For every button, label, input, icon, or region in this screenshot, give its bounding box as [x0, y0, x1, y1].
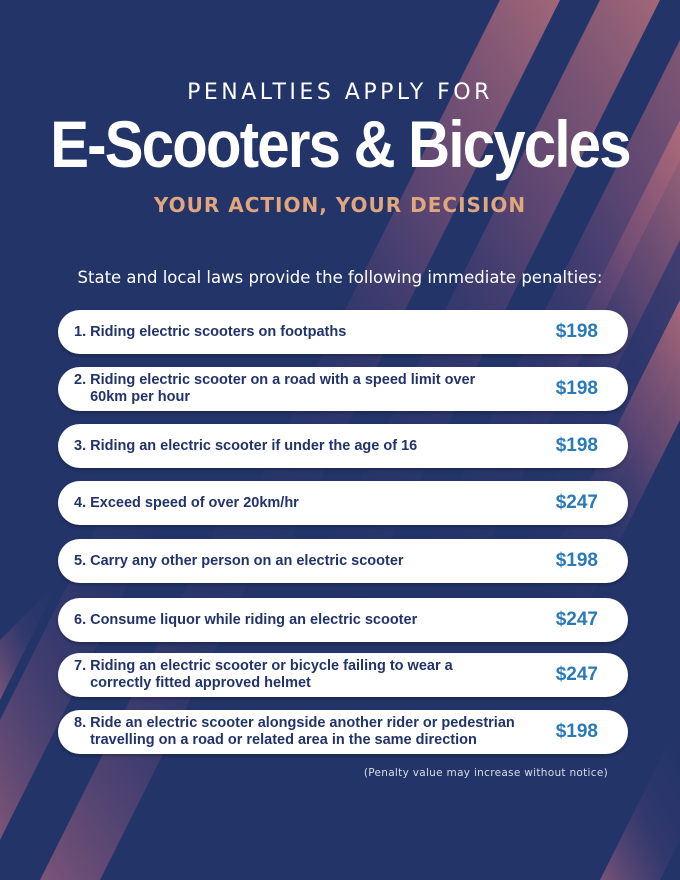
penalty-number: 6.	[74, 611, 87, 628]
penalty-text: Riding an electric scooter or bicycle failing to wear a correctly fitted approved helmet	[90, 658, 453, 691]
penalty-price: $198	[555, 321, 598, 342]
penalty-number: 3.	[74, 437, 87, 454]
penalty-number: 4.	[74, 494, 87, 511]
penalty-price: $247	[555, 492, 598, 513]
penalty-description	[74, 367, 514, 411]
page-title: E-Scooters & Bicycles	[50, 107, 630, 181]
penalty-price: $198	[555, 435, 598, 456]
penalty-row	[58, 367, 628, 411]
penalty-row	[58, 653, 628, 697]
penalty-price: $198	[555, 721, 598, 742]
penalty-row	[58, 481, 628, 525]
penalty-number: 7.	[74, 658, 87, 674]
penalty-price: $247	[555, 609, 598, 630]
penalty-description	[74, 710, 544, 754]
penalty-description	[74, 310, 514, 354]
penalty-text: Riding an electric scooter if under the age of 16	[90, 437, 418, 454]
penalty-row	[58, 424, 628, 468]
penalty-number: 5.	[74, 552, 87, 569]
penalty-number: 1.	[74, 323, 87, 340]
penalty-number: 2.	[74, 372, 87, 388]
penalty-text: Exceed speed of over 20km/hr	[90, 494, 299, 511]
penalty-number: 8.	[74, 715, 87, 731]
penalty-text: Ride an electric scooter alongside another rider or pedestrian travelling on a road or related area in the same direction	[90, 715, 515, 748]
penalty-description	[74, 481, 514, 525]
penalty-price: $247	[555, 664, 598, 685]
penalty-price: $198	[555, 550, 598, 571]
penalty-description	[74, 653, 514, 697]
penalty-row	[58, 710, 628, 754]
penalty-text: Riding electric scooter on a road with a speed limit over 60km per hour	[90, 372, 476, 405]
penalty-text: Carry any other person on an electric scooter	[90, 552, 404, 569]
intro-text: State and local laws provide the following immediate penalties:	[77, 268, 603, 287]
penalty-price: $198	[555, 378, 598, 399]
penalty-row	[58, 598, 628, 642]
disclaimer-note: (Penalty value may increase without notice)	[363, 767, 608, 779]
penalty-row	[58, 539, 628, 583]
penalty-row	[58, 310, 628, 354]
penalty-text: Riding electric scooters on footpaths	[90, 323, 347, 340]
kicker-heading: PENALTIES APPLY FOR	[187, 80, 493, 105]
penalty-description	[74, 598, 514, 642]
penalty-text: Consume liquor while riding an electric scooter	[90, 611, 418, 628]
tagline: YOUR ACTION, YOUR DECISION	[153, 193, 527, 217]
penalty-description	[74, 539, 514, 583]
penalty-description	[74, 424, 514, 468]
